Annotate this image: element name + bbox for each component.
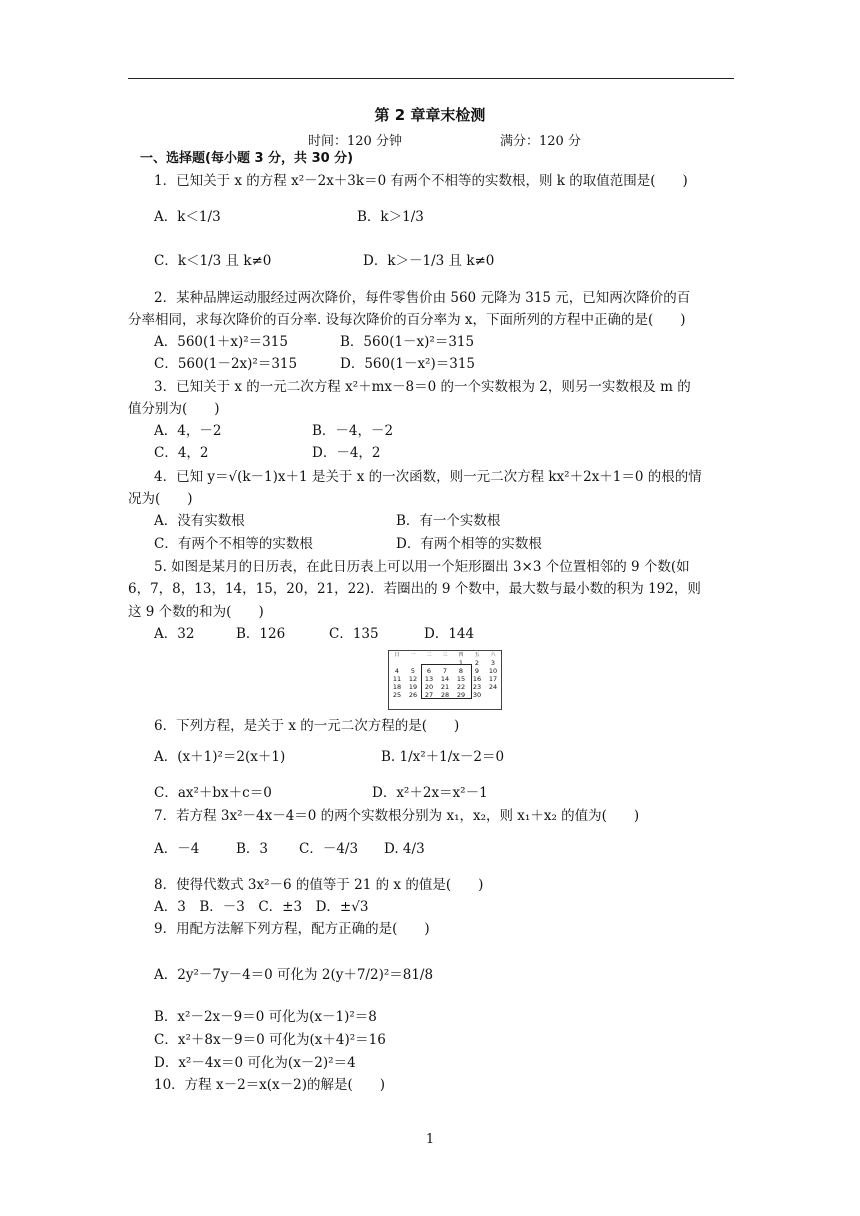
q3-option-c: C．4，2	[154, 445, 209, 461]
calendar-weekday: 日	[394, 652, 400, 658]
calendar-day: 7	[442, 667, 448, 675]
q5-option-d: D．144	[424, 626, 475, 642]
question-2-cont: 分率相同，求每次降价的百分率. 设每次降价的百分率为 x，下面所列的方程中正确的是( )	[128, 312, 686, 328]
calendar-day: 9	[474, 667, 480, 675]
q3-option-a: A．4，－2	[154, 423, 222, 439]
q1-option-d: D．k＞－1/3 且 k≠0	[363, 253, 495, 269]
calendar-day: 18	[392, 683, 402, 691]
q1-option-c: C．k＜1/3 且 k≠0	[154, 253, 272, 269]
calendar-day: 10	[488, 667, 498, 675]
calendar-day: 11	[392, 675, 402, 683]
calendar-day: 19	[408, 683, 418, 691]
q9-option-d: D．x²－4x＝0 可化为(x－2)²＝4	[154, 1055, 356, 1071]
q1-option-a: A．k＜1/3	[154, 209, 221, 225]
calendar-day: 14	[440, 675, 450, 683]
section-heading: 一、选择题(每小题 3 分，共 30 分)	[140, 151, 354, 166]
q7-option-d: D. 4/3	[384, 841, 425, 857]
calendar-day: 17	[488, 675, 498, 683]
question-10: 10．方程 x－2＝x(x－2)的解是( )	[154, 1077, 386, 1093]
calendar-day: 3	[490, 659, 496, 667]
calendar-day: 29	[456, 691, 466, 699]
calendar-weekday: 二	[426, 652, 432, 658]
calendar-day: 16	[472, 675, 482, 683]
calendar-selection-rectangle	[421, 664, 472, 699]
calendar-day: 1	[458, 659, 464, 667]
question-6: 6．下列方程，是关于 x 的一元二次方程的是( )	[154, 718, 460, 734]
q7-option-a: A．－4	[154, 841, 200, 857]
calendar-day: 23	[472, 683, 482, 691]
calendar-weekday: 四	[458, 652, 464, 658]
calendar-weekday: 六	[490, 652, 496, 658]
question-5-cont: 6，7，8，13，14，15，20，21，22)．若圈出的 9 个数中，最大数与最小数的积为 192，则	[128, 581, 701, 597]
q1-option-b: B．k＞1/3	[357, 209, 424, 225]
q6-option-a: A．(x＋1)²＝2(x＋1)	[154, 749, 286, 765]
calendar-weekday: 三	[442, 652, 448, 658]
calendar-weekday: 五	[474, 652, 480, 658]
question-3-cont: 值分别为( )	[128, 401, 220, 417]
q5-option-a: A．32	[154, 626, 195, 642]
question-3: 3．已知关于 x 的一元二次方程 x²＋mx－8＝0 的一个实数根为 2，则另一实数根及 m 的	[154, 379, 691, 395]
question-9: 9．用配方法解下列方程，配方正确的是( )	[154, 921, 430, 937]
q6-option-d: D．x²＋2x＝x²－1	[372, 785, 488, 801]
calendar-day: 28	[440, 691, 450, 699]
page-number: 1	[425, 1132, 435, 1147]
question-8: 8．使得代数式 3x²－6 的值等于 21 的 x 的值是( )	[154, 877, 484, 893]
q7-option-b: B．3	[236, 841, 269, 857]
question-4: 4．已知 y＝√(k－1)x＋1 是关于 x 的一次函数，则一元二次方程 kx²＋2x＋1＝0 的根的情	[154, 469, 702, 485]
question-5: 5. 如图是某月的日历表，在此日历表上可以用一个矩形圈出 3×3 个位置相邻的 9 个数(如	[154, 559, 690, 575]
q4-option-c: C．有两个不相等的实数根	[154, 536, 313, 552]
calendar-day	[405, 659, 421, 667]
calendar-day: 24	[488, 683, 498, 691]
q4-option-a: A．没有实数根	[154, 513, 245, 529]
q6-option-b: B. 1/x²＋1/x－2＝0	[381, 749, 505, 765]
q7-option-c: C．－4/3	[299, 841, 359, 857]
q9-option-c: C．x²＋8x－9＝0 可化为(x＋4)²＝16	[154, 1032, 386, 1048]
q2-option-d: D．560(1－x²)＝315	[340, 356, 476, 372]
question-2: 2．某种品牌运动服经过两次降价，每件零售价由 560 元降为 315 元，已知两次降价的百	[154, 290, 691, 306]
q6-option-c: C．ax²＋bx＋c＝0	[154, 785, 272, 801]
q9-option-a: A．2y²－7y－4＝0 可化为 2(y＋7/2)²＝81/8	[154, 967, 434, 983]
calendar-day: 30	[472, 691, 482, 699]
q9-option-b: B．x²－2x－9＝0 可化为(x－1)²＝8	[154, 1009, 377, 1025]
q2-option-b: B．560(1－x)²＝315	[340, 334, 475, 350]
exam-score: 满分：120 分	[500, 134, 581, 149]
calendar-day: 8	[458, 667, 464, 675]
calendar-day	[389, 659, 405, 667]
q2-option-a: A．560(1＋x)²＝315	[154, 334, 288, 350]
q3-option-d: D．－4，2	[312, 445, 381, 461]
calendar-day: 13	[424, 675, 434, 683]
q4-option-d: D．有两个相等的实数根	[396, 536, 542, 552]
q5-option-b: B．126	[236, 626, 286, 642]
calendar-day: 12	[408, 675, 418, 683]
calendar-day: 27	[424, 691, 434, 699]
page-title: 第 2 章章末检测	[374, 106, 486, 124]
q4-option-b: B．有一个实数根	[396, 513, 501, 529]
calendar-day: 15	[456, 675, 466, 683]
calendar-day	[485, 691, 501, 699]
calendar-day: 6	[426, 667, 432, 675]
calendar-day: 25	[392, 691, 402, 699]
calendar-weekday: 一	[410, 652, 416, 658]
calendar-day: 2	[474, 659, 480, 667]
question-4-cont: 况为( )	[128, 491, 193, 507]
q3-option-b: B．－4，－2	[312, 423, 394, 439]
calendar-day: 22	[456, 683, 466, 691]
q2-option-c: C．560(1－2x)²＝315	[154, 356, 298, 372]
question-7: 7．若方程 3x²－4x－4＝0 的两个实数根分别为 x₁，x₂，则 x₁＋x₂ 的值为( )	[154, 808, 640, 824]
calendar-day: 26	[408, 691, 418, 699]
calendar-day: 4	[394, 667, 400, 675]
exam-time: 时间：120 分钟	[308, 134, 402, 149]
calendar-day: 21	[440, 683, 450, 691]
calendar-day: 20	[424, 683, 434, 691]
q8-options: A．3 B．－3 C．±3 D．±√3	[154, 899, 369, 915]
question-1: 1．已知关于 x 的方程 x²－2x＋3k＝0 有两个不相等的实数根，则 k 的取值范围是( )	[154, 173, 688, 189]
header-rule	[128, 78, 734, 79]
calendar-day: 5	[410, 667, 416, 675]
question-5-cont2: 这 9 个数的和为( )	[128, 604, 264, 620]
q5-option-c: C．135	[329, 626, 379, 642]
